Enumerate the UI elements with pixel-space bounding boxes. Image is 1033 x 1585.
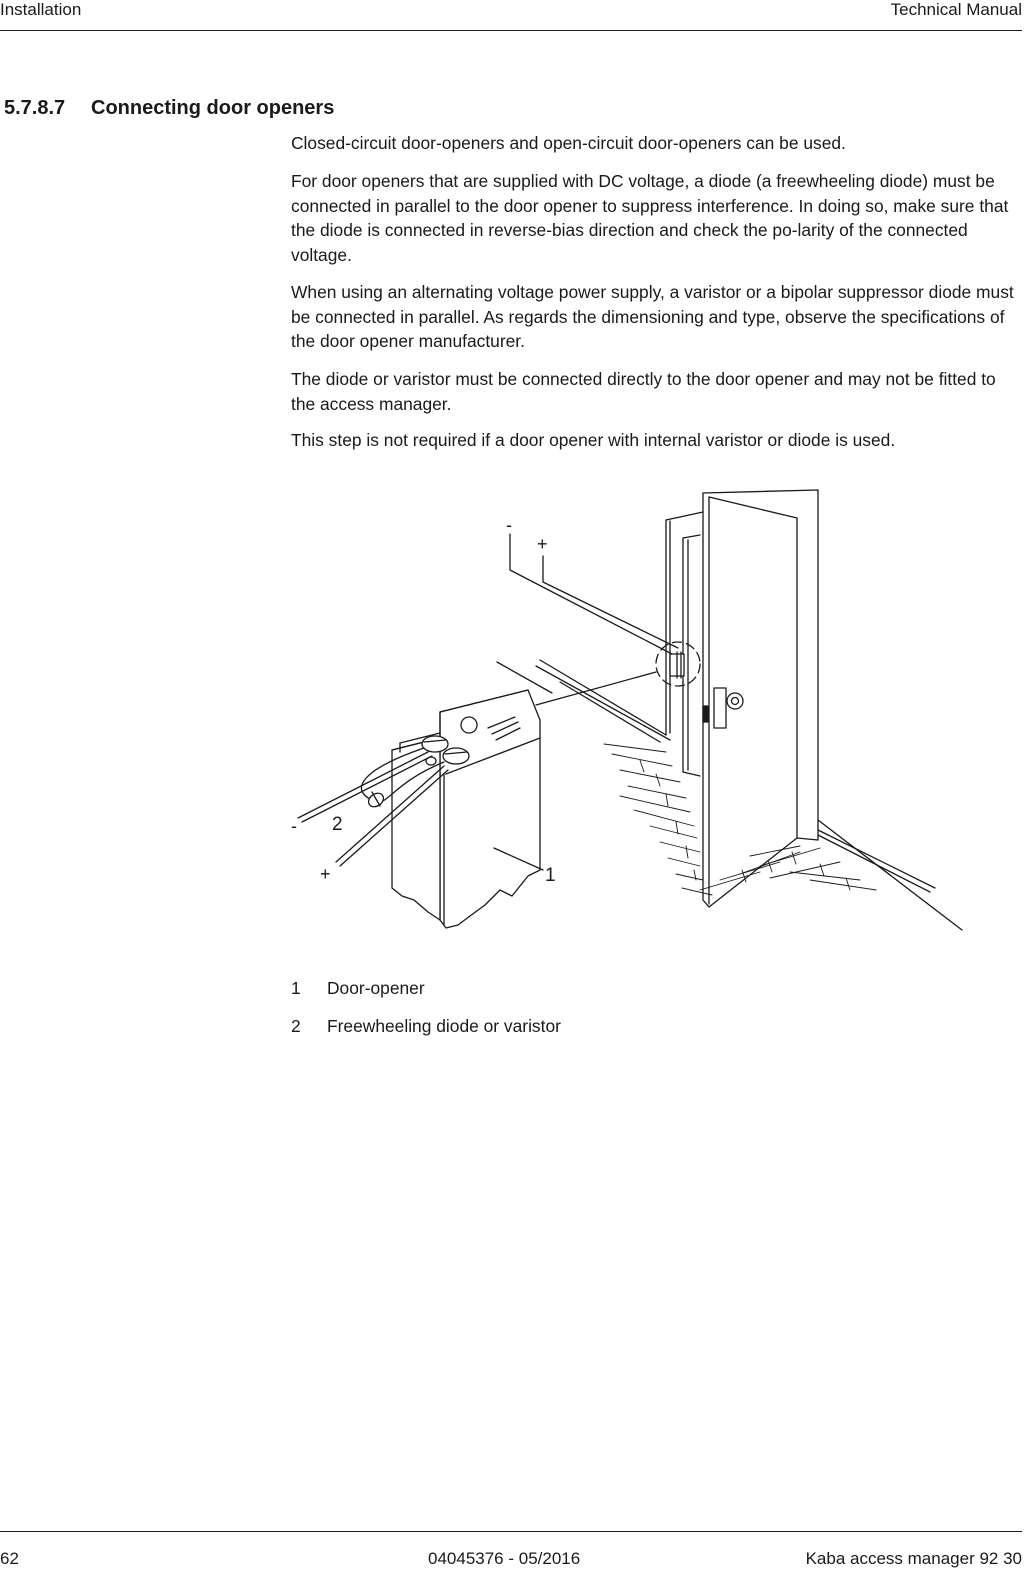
legend-number-2: 2 [291, 1016, 301, 1036]
legend-text-diode: Freewheeling diode or varistor [327, 1016, 561, 1036]
detail-leader-line [536, 672, 656, 705]
freewheeling-diode [366, 790, 386, 809]
paragraph-ac-varistor: When using an alternating voltage power supply, a varistor or a bipolar suppressor diode must be connected in parallel. As regards the dimensioning and type, observe the specifications of the door opener manufacturer. [291, 282, 1014, 351]
footer-product-name: Kaba access manager 92 30 [805, 1549, 1022, 1568]
strike-wiring [510, 534, 678, 654]
footer-divider [0, 1531, 1022, 1532]
header-document-type: Technical Manual [890, 0, 1022, 19]
label-left-plus: + [320, 864, 331, 884]
callout-2: 2 [332, 814, 343, 835]
paragraph-door-opener-types: Closed-circuit door-openers and open-circuit door-openers can be used. [291, 133, 846, 153]
label-top-minus: - [506, 515, 512, 535]
paragraph-direct-connection: The diode or varistor must be connected directly to the door opener and may not be fitted to the access manager. [291, 369, 996, 414]
wall-floor-edge [818, 820, 962, 930]
footer-page-number: 62 [0, 1549, 19, 1568]
footer-document-number: 04045376 - 05/2016 [428, 1549, 581, 1568]
label-left-minus: - [291, 816, 297, 836]
door-opener-diagram [280, 486, 980, 946]
paragraph-dc-diode: For door openers that are supplied with DC voltage, a diode (a freewheeling diode) must be connected in parallel to the door opener to suppress interference. In doing so, make sure that the diode is connected in reverse-bias direction and check the po-larity of the connected voltage. [291, 171, 1009, 265]
label-top-plus: + [537, 534, 548, 554]
callout-1: 1 [545, 865, 556, 886]
section-title: Connecting door openers [91, 97, 335, 119]
header-section-label: Installation [0, 0, 82, 19]
paragraph-internal-varistor: This step is not required if a door opener with internal varistor or diode is used. [291, 430, 896, 450]
legend-number-1: 1 [291, 978, 301, 998]
section-number: 5.7.8.7 [4, 97, 66, 119]
header-divider [0, 30, 1022, 31]
legend-text-door-opener: Door-opener [327, 978, 425, 998]
door-opener-unit [392, 690, 543, 928]
